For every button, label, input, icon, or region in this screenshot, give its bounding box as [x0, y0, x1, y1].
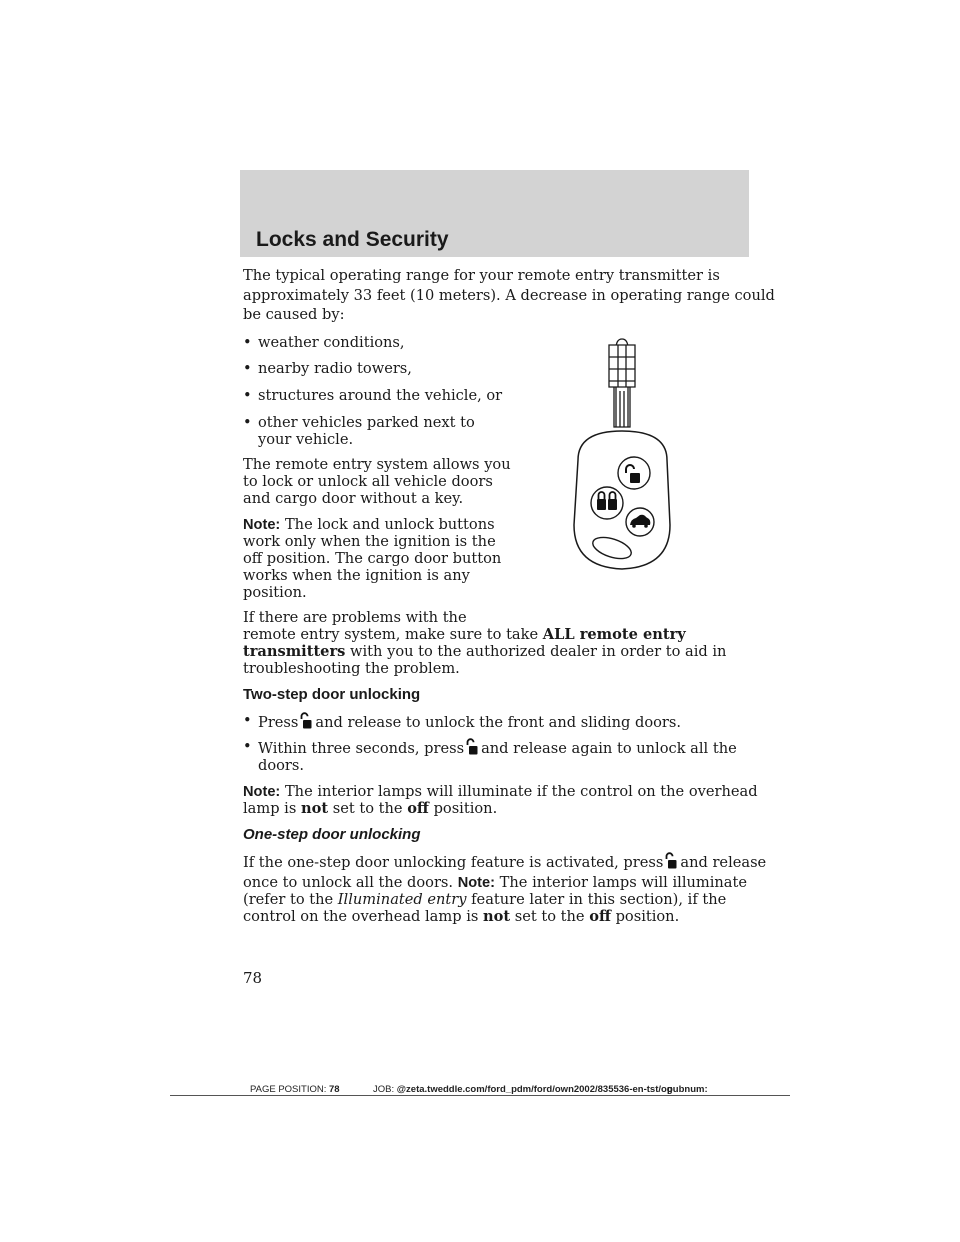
note-bold: off	[407, 800, 429, 817]
one-step-text: (refer to the	[243, 891, 334, 908]
problems-line-1: If there are problems with the	[243, 609, 467, 626]
one-step-line-3	[243, 891, 726, 908]
system-info-line-3: and cargo door without a key.	[243, 490, 464, 507]
problems-line-3	[243, 643, 726, 660]
footer-job	[373, 1084, 673, 1095]
note-buttons-line-4: works when the ignition is any	[243, 567, 470, 584]
system-info-line-2: to lock or unlock all vehicle doors	[243, 473, 493, 490]
key-blade	[609, 339, 635, 427]
intro-line-2: approximately 33 feet (10 meters). A decrease in operating range could	[243, 287, 775, 304]
note-buttons-line-5: position.	[243, 584, 307, 601]
note-bold: not	[301, 800, 329, 817]
bullet-symbol: •	[243, 334, 252, 351]
note-label: Note:	[457, 875, 496, 891]
one-step-text: If the one-step door unlocking feature is activated, press	[243, 854, 664, 871]
list-item-text	[258, 712, 681, 731]
bullet-symbol: •	[243, 712, 252, 729]
note-lamps-line-1	[243, 783, 758, 801]
lock-button	[591, 487, 623, 519]
note-text: The lock and unlock buttons	[284, 516, 495, 533]
list-item-text	[258, 738, 737, 757]
intro-line-1: The typical operating range for your remote entry transmitter is	[243, 267, 720, 284]
intro-line-3: be caused by:	[243, 306, 345, 323]
key-fob-illustration	[560, 335, 685, 575]
footer-divider	[170, 1095, 790, 1096]
note-label: Note:	[243, 517, 281, 533]
step-text: and release to unlock the front and sliding doors.	[315, 714, 681, 731]
step-text: Within three seconds, press	[258, 740, 465, 757]
note-buttons-line-1	[243, 516, 495, 534]
bullet-symbol: •	[243, 738, 252, 755]
cross-reference: Illuminated entry	[337, 891, 467, 908]
note-text: lamp is	[243, 800, 297, 817]
page-number: 78	[243, 969, 263, 987]
problems-line-4: troubleshooting the problem.	[243, 660, 460, 677]
bullet-symbol: •	[243, 414, 252, 431]
note-lamps-line-2	[243, 800, 497, 817]
one-step-heading: One-step door unlocking	[243, 826, 421, 843]
problems-text: remote entry system, make sure to take	[243, 626, 539, 643]
step-text: Press	[258, 714, 299, 731]
footer-label: pubnum:	[667, 1084, 708, 1095]
list-item-text: nearby radio towers,	[258, 360, 412, 377]
footer-label: JOB:	[373, 1084, 395, 1095]
step-text: and release again to unlock all the	[481, 740, 737, 757]
system-info-line-1: The remote entry system allows you	[243, 456, 511, 473]
one-step-line-2	[243, 874, 747, 892]
one-step-text: The interior lamps will illuminate	[499, 874, 747, 891]
bullet-symbol: •	[243, 360, 252, 377]
note-text: set to the	[332, 800, 403, 817]
footer-page-position	[250, 1084, 340, 1095]
problems-bold: transmitters	[243, 643, 346, 660]
note-text: position.	[433, 800, 498, 817]
note-bold: off	[589, 908, 611, 925]
unlock-icon	[299, 712, 312, 729]
one-step-line-4	[243, 908, 679, 925]
header-band	[240, 170, 749, 257]
footer-value: @zeta.tweddle.com/ford_pdm/ford/own2002/835536-en-tst/og	[396, 1084, 673, 1095]
one-step-text: position.	[615, 908, 680, 925]
section-title: Locks and Security	[256, 228, 449, 251]
bullet-symbol: •	[243, 387, 252, 404]
problems-text: with you to the authorized dealer in order to aid in	[350, 643, 727, 660]
note-buttons-line-3: off position. The cargo door button	[243, 550, 502, 567]
note-label: Note:	[243, 784, 281, 800]
problems-line-2	[243, 626, 686, 643]
one-step-text: control on the overhead lamp is	[243, 908, 479, 925]
list-item-text-continued: your vehicle.	[258, 431, 354, 448]
one-step-text: set to the	[514, 908, 585, 925]
list-item-text-continued: doors.	[258, 757, 305, 774]
two-step-heading: Two-step door unlocking	[243, 686, 421, 703]
footer-value: 78	[329, 1084, 340, 1095]
unlock-icon	[664, 852, 677, 869]
footer-pubnum	[667, 1084, 708, 1095]
unlock-icon	[465, 738, 478, 755]
list-item-text: other vehicles parked next to	[258, 414, 475, 431]
one-step-text: and release	[680, 854, 767, 871]
note-buttons-line-2: work only when the ignition is the	[243, 533, 496, 550]
one-step-line-1	[243, 852, 766, 871]
one-step-text: once to unlock all the doors.	[243, 874, 454, 891]
one-step-text: feature later in this section), if the	[471, 891, 727, 908]
note-text: The interior lamps will illuminate if the control on the overhead	[284, 783, 758, 800]
list-item-text: weather conditions,	[258, 334, 405, 351]
note-bold: not	[483, 908, 511, 925]
problems-bold: ALL remote entry	[542, 626, 686, 643]
list-item-text: structures around the vehicle, or	[258, 387, 503, 404]
footer-label: PAGE POSITION:	[250, 1084, 327, 1095]
